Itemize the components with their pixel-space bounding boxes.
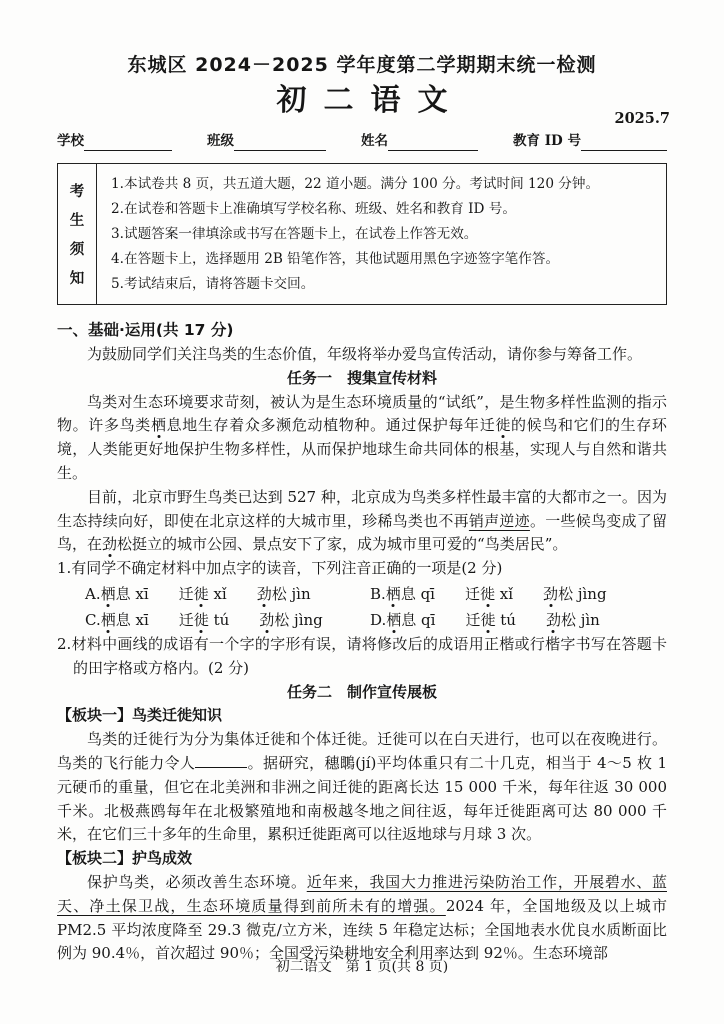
notice-side-char: 生	[69, 213, 85, 229]
field-school-blank	[84, 135, 172, 151]
notice-item: 1.本试卷共 8 页，共五道大题，22 道小题。满分 100 分。考试时间 120 分钟。	[111, 176, 600, 192]
option-d: D.栖息 qī 迁徙 tú 劲松 jìn	[370, 610, 600, 629]
option-row	[85, 607, 667, 633]
field-school	[57, 132, 172, 151]
question-2: 2.材料中画线的成语有一个字的字形有误，请将修改后的成语用正楷或行楷字书写在答题卡的田字格或方格内。(2 分)	[57, 634, 667, 677]
block2-heading: 【板块二】护鸟成效	[57, 849, 193, 868]
notice-item: 3.试题答案一律填涂或书写在答题卡上，在试卷上作答无效。	[111, 226, 478, 242]
field-education-id-blank	[581, 135, 667, 151]
block1-heading: 【板块一】鸟类迁徙知识	[57, 706, 223, 725]
task1-heading: 任务一 搜集宣传材料	[286, 368, 437, 387]
notice-item: 4.在答题卡上，选择题用 2B 铅笔作答，其他试题用黑色字迹签字笔作答。	[111, 251, 560, 267]
subject-title: 初二语文	[276, 83, 465, 118]
material-paragraph-2: 目前，北京市野生鸟类已达到 527 种，北京成为鸟类多样性最丰富的大都市之一。因为生态持续向好，即使在北京这样的大城市里，珍稀鸟类也不再销声逆迹。一些候鸟变成了留鸟，在劲松挺立的城市公园、景点安下了家，成为城市里可爱的“鸟类居民”。	[57, 487, 667, 554]
migration-paragraph: 鸟类的迁徙行为分为集体迁徙和个体迁徙。迁徙可以在白天进行，也可以在夜晚进行。鸟类的飞行能力令人 。据研究，穗䳭(jí)平均体重只有二十几克，相当于 4～5 枚 1 元硬币的重量，但它在北美洲和非洲之间迁徙的距离长达 15 000 千米，每年往返 30 000 千米。北极燕鸥每年在北极繁殖地和南极越冬地之间往返，每年迁徙距离可达 80 000 千米，在它们三十多年的生命里，累积迁徙距离可以往返地球与月球 3 次。	[57, 730, 667, 844]
field-name-blank	[388, 135, 478, 151]
exam-title: 东城区 2024－2025 学年度第二学期期末统一检测	[127, 54, 597, 76]
notice-box	[57, 163, 667, 305]
task2-heading: 任务二 制作宣传展板	[286, 682, 437, 701]
notice-side-label	[58, 164, 97, 304]
field-name	[361, 132, 478, 151]
material-paragraph-1: 鸟类对生态环境要求苛刻，被认为是生态环境质量的“试纸”，是生物多样性监测的指示物。许多鸟类栖息地生存着众多濒危动植物种。通过保护每年迁徙的候鸟和它们的生存环境，人类能更好地保护生物多样性，从而保护地球生命共同体的根基，实现人与自然和谐共生。	[57, 392, 667, 482]
notice-items	[97, 164, 666, 304]
notice-item: 2.在试卷和答题卡上准确填写学校名称、班级、姓名和教育 ID 号。	[111, 201, 516, 217]
notice-side-char: 须	[69, 242, 85, 258]
field-education-id-label: 教育 ID 号	[513, 133, 581, 149]
field-school-label: 学校	[57, 133, 84, 149]
notice-side-char: 知	[69, 271, 85, 287]
field-education-id	[513, 132, 667, 151]
field-class-blank	[234, 135, 326, 151]
question-1-options	[85, 581, 667, 633]
option-b: B.栖息 qī 迁徙 xǐ 劲松 jìng	[370, 584, 607, 603]
notice-item: 5.考试结束后，请将答题卡交回。	[111, 276, 315, 292]
field-class-label: 班级	[207, 133, 235, 149]
protection-paragraph: 保护鸟类，必须改善生态环境。近年来，我国大力推进污染防治工作，开展碧水、蓝天、净土保卫战，生态环境质量得到前所未有的增强。2024 年，全国地级及以上城市 PM2.5 平均浓度降至 29.3 微克/立方米，连续 5 年稳定达标；全国地表水优良水质断面比例为 90.4％，首次超过 90％；全国受污染耕地安全利用率达到 92％。生态环境部	[57, 872, 667, 963]
student-info-row	[57, 132, 667, 151]
field-class	[207, 132, 326, 151]
option-row	[85, 581, 667, 607]
section-heading: 一、基础·运用(共 17 分)	[57, 321, 234, 339]
question-1: 1.有同学不确定材料中加点字的读音，下列注音正确的一项是(2 分)	[57, 559, 503, 578]
notice-side-char: 考	[69, 184, 85, 200]
exam-body	[57, 317, 667, 966]
exam-date: 2025.7	[614, 110, 670, 127]
intro-paragraph: 为鼓励同学们关注鸟类的生态价值，年级将举办爱鸟宣传活动，请你参与筹备工作。	[87, 345, 643, 363]
page-footer: 初二语文 第 1 页(共 8 页)	[275, 959, 449, 975]
option-a: A.栖息 xī 迁徙 xǐ 劲松 jìn	[85, 584, 311, 603]
option-c: C.栖息 xī 迁徙 tú 劲松 jìng	[85, 610, 323, 629]
field-name-label: 姓名	[361, 133, 389, 149]
